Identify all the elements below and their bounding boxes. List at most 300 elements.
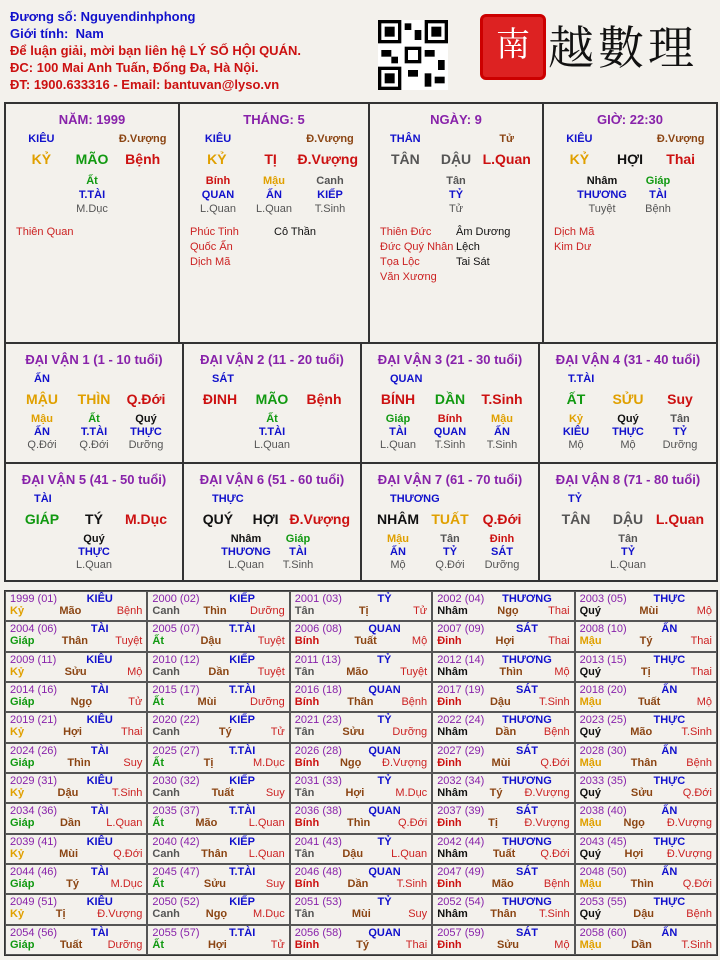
year-head bbox=[437, 684, 569, 696]
year-label: 2019 (21) bbox=[10, 714, 58, 727]
year-label: 2042 (44) bbox=[437, 835, 485, 848]
year-status: Thai bbox=[548, 635, 570, 648]
year-status: Tử bbox=[128, 695, 143, 708]
star-item: Thiên Quan bbox=[16, 226, 74, 238]
year-god: SÁT bbox=[515, 623, 538, 636]
hidden-row bbox=[6, 559, 182, 571]
year-cell bbox=[290, 834, 432, 864]
year-god: KIẾP bbox=[229, 653, 255, 666]
year-stem: Ất bbox=[152, 756, 164, 769]
year-stem: Giáp bbox=[10, 635, 35, 648]
year-label: 2028 (30) bbox=[579, 744, 627, 757]
year-stem: Bính bbox=[294, 817, 320, 830]
year-body bbox=[295, 605, 427, 617]
year-body bbox=[295, 908, 427, 920]
year-body bbox=[152, 696, 284, 708]
hidden-hgod: KIÊU bbox=[562, 426, 590, 438]
dai-van-stem-branch bbox=[362, 511, 538, 527]
year-body bbox=[580, 817, 712, 829]
four-pillars bbox=[4, 102, 718, 344]
dai-van-god-row bbox=[6, 373, 182, 385]
hidden-hgod: THỰC bbox=[612, 426, 644, 438]
year-stem: Tân bbox=[294, 605, 315, 617]
year-cell bbox=[290, 925, 432, 955]
year-status: Q.Đới bbox=[540, 847, 570, 860]
year-cell bbox=[432, 743, 574, 773]
year-head bbox=[10, 745, 142, 757]
year-god: THỰC bbox=[653, 593, 686, 605]
year-status: M.Dục bbox=[110, 877, 143, 890]
dai-van-stem-branch bbox=[184, 391, 360, 407]
year-god: KIÊU bbox=[86, 593, 113, 605]
hidden-hst: L.Quan bbox=[253, 439, 291, 451]
pillar-god-status: Tử bbox=[499, 133, 515, 145]
year-head bbox=[295, 684, 427, 696]
year-cell bbox=[5, 894, 147, 924]
year-god: KIÊU bbox=[86, 653, 113, 666]
year-status: Suy bbox=[123, 756, 143, 769]
hidden-hgod: T.TÀI bbox=[258, 426, 286, 438]
branch-status: Bệnh bbox=[306, 391, 342, 407]
year-branch: Mão bbox=[59, 605, 82, 617]
year-cell bbox=[575, 864, 717, 894]
stars-list bbox=[190, 225, 274, 270]
year-body bbox=[580, 757, 712, 769]
year-god: ẤN bbox=[661, 926, 678, 939]
year-body bbox=[295, 787, 427, 799]
hidden-row bbox=[540, 533, 716, 545]
hidden-hst: Q.Đới bbox=[79, 439, 109, 451]
year-god: SÁT bbox=[515, 744, 538, 757]
year-stem: Nhâm bbox=[437, 605, 468, 617]
star-item: Quốc Ấn bbox=[190, 241, 233, 253]
year-branch: Thìn bbox=[347, 817, 371, 830]
year-branch: Tý bbox=[66, 877, 79, 890]
stars-wrap bbox=[180, 225, 368, 270]
dai-van-cell bbox=[5, 463, 183, 581]
year-head bbox=[437, 896, 569, 908]
year-stem: Mậu bbox=[579, 695, 602, 708]
year-label: 2043 (45) bbox=[579, 835, 627, 848]
year-god: THỰC bbox=[653, 653, 686, 666]
year-body bbox=[152, 666, 284, 678]
year-label: 2008 (10) bbox=[579, 623, 627, 636]
dai-van-cell bbox=[183, 343, 361, 463]
year-body bbox=[580, 908, 712, 920]
year-label: 2018 (20) bbox=[579, 683, 627, 696]
year-label: 2003 (05) bbox=[579, 593, 627, 605]
hidden-row bbox=[6, 203, 178, 215]
hidden-hidden: Giáp bbox=[385, 413, 411, 425]
year-stem: Bính bbox=[294, 877, 320, 890]
year-status: Thai bbox=[120, 726, 143, 739]
year-branch: Tị bbox=[203, 756, 214, 769]
dai-van-god: TỶ bbox=[568, 493, 583, 505]
year-god: ẤN bbox=[661, 623, 678, 636]
star-item: Tai Sát bbox=[456, 256, 490, 268]
hidden-hst: T.Sinh bbox=[282, 559, 314, 571]
year-body bbox=[437, 666, 569, 678]
hidden-hst: Mộ bbox=[390, 559, 406, 571]
year-label: 2025 (27) bbox=[152, 744, 200, 757]
year-status: Suy bbox=[408, 908, 428, 921]
year-body bbox=[295, 757, 427, 769]
hidden-row bbox=[544, 203, 716, 215]
year-head bbox=[437, 593, 569, 605]
hidden-hidden: Tân bbox=[446, 175, 466, 187]
year-cell bbox=[147, 591, 289, 621]
year-label: 2017 (19) bbox=[437, 683, 485, 696]
qr-code-icon[interactable] bbox=[378, 20, 448, 90]
year-status: Đ.Vượng bbox=[524, 786, 570, 799]
year-body bbox=[437, 757, 569, 769]
hidden-hidden: Nhâm bbox=[586, 175, 618, 187]
heavenly-stem: KỶ bbox=[31, 151, 52, 167]
year-stem: Mậu bbox=[579, 756, 602, 769]
hidden-hgod: ẤN bbox=[390, 546, 406, 558]
year-label: 2020 (22) bbox=[152, 714, 200, 727]
pillar-god-row bbox=[6, 133, 178, 145]
year-cell bbox=[290, 682, 432, 712]
year-body bbox=[580, 666, 712, 678]
year-branch: Mão bbox=[491, 877, 514, 890]
hidden-hidden: Mậu bbox=[387, 533, 409, 545]
year-stem: Quý bbox=[579, 847, 601, 860]
year-cell bbox=[5, 591, 147, 621]
year-label: 2057 (59) bbox=[437, 926, 485, 939]
hidden-hgod: THỰC bbox=[130, 426, 162, 438]
year-branch: Thân bbox=[630, 756, 658, 769]
year-head bbox=[580, 836, 712, 848]
year-head bbox=[152, 775, 284, 787]
year-stem: Đinh bbox=[437, 938, 462, 951]
hidden-row bbox=[540, 413, 716, 425]
year-branch: Ngọ bbox=[205, 908, 228, 921]
year-god: KIẾP bbox=[229, 593, 255, 605]
hidden-hidden: Mậu bbox=[31, 413, 53, 425]
stars-list bbox=[554, 225, 630, 255]
dai-van-stem-branch bbox=[6, 391, 182, 407]
year-head bbox=[152, 623, 284, 635]
year-god: THỰC bbox=[653, 896, 686, 909]
year-branch: Ngọ bbox=[497, 605, 519, 617]
hidden-hgod: TÀI bbox=[289, 546, 307, 558]
year-status: L.Quan bbox=[248, 817, 285, 830]
hidden-row bbox=[184, 533, 360, 545]
year-body bbox=[580, 848, 712, 860]
year-status: Q.Đới bbox=[540, 756, 570, 769]
year-status: Mộ bbox=[127, 665, 143, 678]
stars-list-2 bbox=[630, 225, 706, 255]
year-label: 2027 (29) bbox=[437, 744, 485, 757]
hidden-hst: L.Quan bbox=[609, 559, 647, 571]
dai-van-cell bbox=[539, 343, 717, 463]
hidden-row bbox=[6, 426, 182, 438]
earthly-branch: MÃO bbox=[75, 151, 109, 167]
year-branch: Sửu bbox=[203, 877, 226, 890]
earthly-branch: TÝ bbox=[85, 511, 103, 527]
year-stem: Giáp bbox=[10, 938, 35, 951]
hidden-row bbox=[544, 175, 716, 187]
year-status: Q.Đới bbox=[682, 877, 712, 890]
year-label: 2021 (23) bbox=[294, 714, 342, 727]
dai-van-cell bbox=[539, 463, 717, 581]
pillar-god: KIÊU bbox=[204, 133, 232, 145]
year-branch: Sửu bbox=[496, 938, 519, 951]
year-cell bbox=[290, 591, 432, 621]
hidden-hidden: Quý bbox=[617, 413, 639, 425]
year-branch: Thìn bbox=[67, 756, 91, 769]
pillar-god-status: Đ.Vượng bbox=[306, 133, 354, 145]
dai-van-god-row bbox=[540, 493, 716, 505]
stars-list-2 bbox=[274, 225, 358, 270]
year-body bbox=[437, 848, 569, 860]
year-cell bbox=[147, 894, 289, 924]
year-head bbox=[152, 927, 284, 939]
pillar-god: KIÊU bbox=[28, 133, 55, 145]
hidden-hgod: QUAN bbox=[201, 189, 235, 201]
dai-van-god-row bbox=[184, 493, 360, 505]
year-branch: Tý bbox=[218, 726, 232, 739]
dai-van-god-row bbox=[184, 373, 360, 385]
branch-status: T.Sinh bbox=[481, 391, 523, 407]
year-branch: Mão bbox=[346, 665, 369, 678]
year-god: TÀI bbox=[90, 623, 109, 636]
hidden-hgod: SÁT bbox=[491, 546, 513, 558]
year-god: T.TÀI bbox=[229, 623, 256, 636]
dai-van-row-1 bbox=[4, 342, 718, 464]
year-status: T.Sinh bbox=[111, 786, 143, 799]
year-stem: Nhâm bbox=[437, 847, 468, 860]
hidden-row bbox=[362, 559, 538, 571]
year-body bbox=[152, 787, 284, 799]
earthly-branch: THÌN bbox=[77, 391, 111, 407]
year-god: QUAN bbox=[368, 926, 401, 939]
hidden-hidden: Mậu bbox=[263, 175, 285, 187]
pillar-cell bbox=[5, 103, 179, 343]
year-body bbox=[437, 908, 569, 920]
year-god: ẤN bbox=[661, 744, 678, 757]
year-body bbox=[10, 757, 142, 769]
earthly-branch: HỢI bbox=[617, 151, 643, 167]
earthly-branch: TỊ bbox=[264, 151, 277, 167]
star-item: Đức Quý Nhân bbox=[380, 241, 454, 253]
hidden-hidden: Đinh bbox=[489, 533, 515, 545]
year-status: Bệnh bbox=[116, 605, 143, 617]
pillar-cell bbox=[179, 103, 369, 343]
year-status: Tuyệt bbox=[257, 635, 285, 648]
dai-van-title: ĐẠI VẬN 5 (41 - 50 tuổi) bbox=[21, 472, 167, 487]
year-head bbox=[152, 593, 284, 605]
pillar-god-status: Đ.Vượng bbox=[656, 133, 705, 145]
year-cell bbox=[147, 743, 289, 773]
year-stem: Tân bbox=[294, 786, 315, 799]
year-body bbox=[580, 726, 712, 738]
year-stem: Giáp bbox=[10, 695, 35, 708]
year-status: Thai bbox=[690, 635, 712, 648]
year-head bbox=[10, 684, 142, 696]
year-branch: Dần bbox=[347, 877, 369, 890]
year-body bbox=[10, 666, 142, 678]
year-cell bbox=[5, 803, 147, 833]
year-stem: Quý bbox=[579, 726, 601, 739]
year-god: TỶ bbox=[377, 593, 392, 605]
hidden-hst: T.Sinh bbox=[434, 439, 466, 451]
year-head bbox=[580, 654, 712, 666]
year-stem: Đinh bbox=[437, 877, 462, 890]
year-body bbox=[295, 726, 427, 738]
hidden-hst: Mộ bbox=[620, 439, 636, 451]
year-stem: Nhâm bbox=[437, 665, 468, 678]
hidden-hgod: T.TÀI bbox=[80, 426, 108, 438]
year-label: 2054 (56) bbox=[10, 926, 58, 939]
year-cell bbox=[432, 864, 574, 894]
hidden-hst: Dưỡng bbox=[128, 439, 164, 451]
star-item: Cô Thần bbox=[274, 226, 316, 238]
hidden-hgod: ẤN bbox=[494, 426, 510, 438]
year-label: 2032 (34) bbox=[437, 774, 485, 787]
year-stem: Kỷ bbox=[10, 786, 25, 799]
year-god: THỰC bbox=[653, 835, 686, 848]
year-stem: Canh bbox=[152, 665, 180, 678]
year-god: QUAN bbox=[368, 805, 401, 818]
year-god: T.TÀI bbox=[229, 744, 256, 757]
hidden-hidden: Tân bbox=[440, 533, 460, 545]
dai-van-god-row bbox=[6, 493, 182, 505]
dai-van-title: ĐẠI VẬN 7 (61 - 70 tuổi) bbox=[377, 472, 523, 487]
year-cell bbox=[5, 864, 147, 894]
year-god: TÀI bbox=[90, 683, 109, 696]
year-branch: Mão bbox=[195, 817, 218, 830]
year-body bbox=[10, 817, 142, 829]
earthly-branch: DẦN bbox=[434, 391, 466, 407]
year-status: T.Sinh bbox=[681, 726, 712, 739]
year-branch: Hợi bbox=[63, 726, 82, 739]
gender-value: Nam bbox=[75, 26, 104, 41]
dai-van-title: ĐẠI VẬN 6 (51 - 60 tuổi) bbox=[199, 472, 345, 487]
hidden-hgod: T.TÀI bbox=[78, 189, 106, 201]
year-head bbox=[295, 745, 427, 757]
dai-van-god-row bbox=[362, 493, 538, 505]
year-cell bbox=[5, 712, 147, 742]
year-label: 2046 (48) bbox=[294, 865, 342, 878]
hidden-row bbox=[6, 189, 178, 201]
year-status: Thai bbox=[690, 665, 712, 678]
year-stem: Ất bbox=[152, 635, 164, 648]
year-stem: Ất bbox=[152, 695, 164, 708]
year-status: Mộ bbox=[554, 665, 570, 678]
year-god: THƯƠNG bbox=[502, 774, 552, 787]
year-god: ẤN bbox=[661, 683, 678, 696]
hidden-hst: L.Quan bbox=[199, 203, 237, 215]
year-branch: Tị bbox=[488, 817, 498, 830]
hidden-hst: T.Sinh bbox=[314, 203, 346, 215]
heavenly-stem: QUÝ bbox=[202, 511, 234, 527]
year-body bbox=[295, 939, 427, 951]
year-label: 2026 (28) bbox=[294, 744, 342, 757]
hidden-row bbox=[362, 426, 538, 438]
year-head bbox=[10, 866, 142, 878]
hidden-hst: Tuyệt bbox=[588, 203, 616, 215]
year-god: THƯƠNG bbox=[502, 653, 552, 666]
year-body bbox=[437, 817, 569, 829]
hidden-row bbox=[184, 413, 360, 425]
year-body bbox=[10, 939, 142, 951]
pillar-god-row bbox=[544, 133, 716, 145]
pillar-stem-branch bbox=[180, 151, 368, 167]
heavenly-stem: ĐINH bbox=[202, 391, 238, 407]
earthly-branch: SỬU bbox=[612, 391, 644, 407]
year-label: 2000 (02) bbox=[152, 593, 200, 605]
dai-van-title: ĐẠI VẬN 8 (71 - 80 tuổi) bbox=[555, 472, 701, 487]
hidden-hgod: ẤN bbox=[266, 189, 282, 201]
year-cell bbox=[432, 773, 574, 803]
year-label: 2052 (54) bbox=[437, 896, 485, 909]
year-cell bbox=[147, 834, 289, 864]
year-god: ẤN bbox=[661, 805, 678, 818]
year-cell bbox=[147, 712, 289, 742]
year-stem: Bính bbox=[294, 938, 320, 951]
year-body bbox=[152, 939, 284, 951]
branch-status: L.Quan bbox=[482, 151, 531, 167]
year-head bbox=[295, 866, 427, 878]
year-god: QUAN bbox=[368, 683, 401, 696]
stars-list bbox=[16, 225, 92, 240]
year-god: KIẾP bbox=[229, 714, 255, 727]
year-god: QUAN bbox=[368, 865, 401, 878]
year-head bbox=[437, 623, 569, 635]
stars-wrap bbox=[6, 225, 178, 240]
year-god: T.TÀI bbox=[229, 865, 256, 878]
year-status: M.Dục bbox=[395, 786, 428, 799]
year-body bbox=[152, 848, 284, 860]
year-branch: Hợi bbox=[207, 938, 227, 951]
year-stem: Canh bbox=[152, 605, 180, 617]
earthly-branch: HỢI bbox=[252, 511, 279, 527]
year-body bbox=[580, 605, 712, 617]
hidden-hgod: TÀI bbox=[649, 189, 667, 201]
year-head bbox=[152, 654, 284, 666]
year-branch: Dậu bbox=[57, 786, 79, 799]
year-head bbox=[437, 714, 569, 726]
year-body bbox=[152, 878, 284, 890]
hidden-row bbox=[6, 546, 182, 558]
pillar-stem-branch bbox=[6, 151, 178, 167]
star-item: Kim Dư bbox=[554, 241, 592, 253]
year-god: QUAN bbox=[368, 744, 401, 757]
hidden-hst: L.Quan bbox=[75, 559, 113, 571]
heavenly-stem: ẤT bbox=[566, 391, 586, 407]
hidden-hidden: Ất bbox=[266, 413, 278, 425]
year-cell bbox=[147, 682, 289, 712]
year-body bbox=[152, 817, 284, 829]
year-cell bbox=[5, 743, 147, 773]
year-status: L.Quan bbox=[391, 847, 428, 860]
year-status: Thai bbox=[548, 605, 570, 617]
year-status: Q.Đới bbox=[113, 847, 143, 860]
star-item: Phúc Tinh bbox=[190, 226, 239, 238]
year-cell bbox=[290, 803, 432, 833]
branch-status: Thai bbox=[666, 151, 696, 167]
year-head bbox=[295, 896, 427, 908]
year-stem: Tân bbox=[294, 726, 315, 739]
year-branch: Tị bbox=[358, 605, 369, 617]
star-item: Dịch Mã bbox=[190, 256, 231, 268]
year-head bbox=[10, 805, 142, 817]
header-info bbox=[10, 8, 301, 93]
year-label: 2010 (12) bbox=[152, 653, 200, 666]
dai-van-cell bbox=[183, 463, 361, 581]
